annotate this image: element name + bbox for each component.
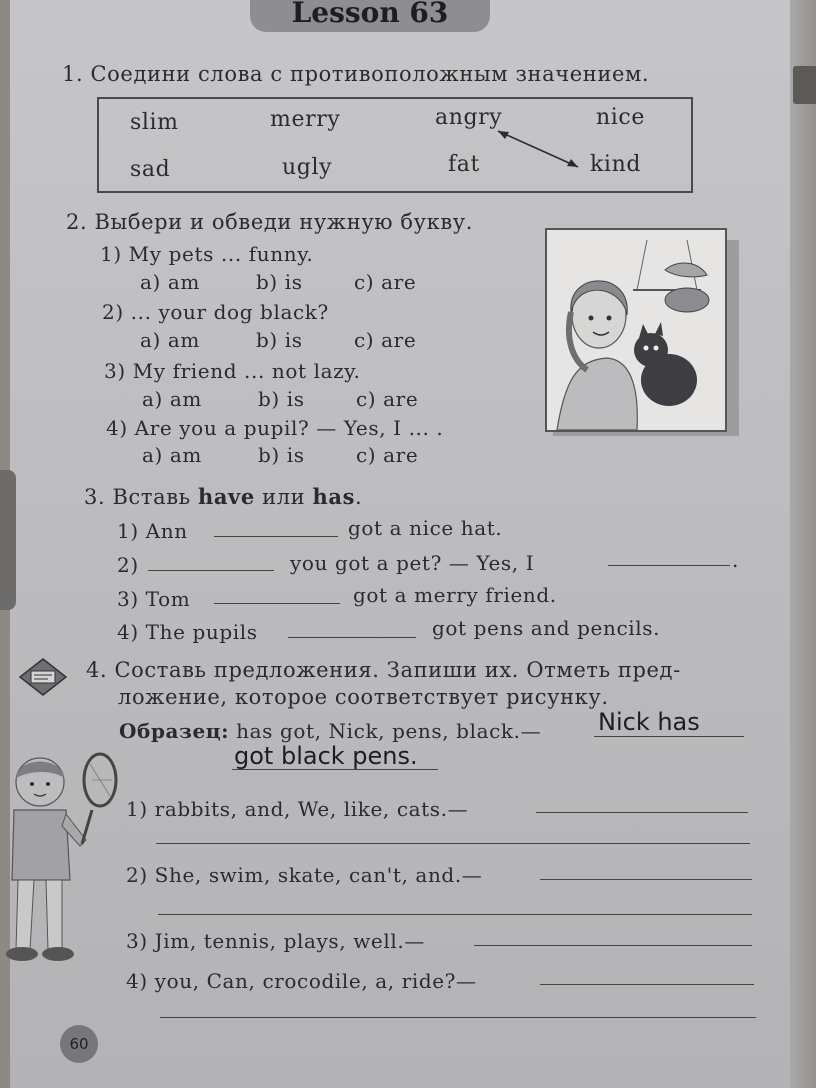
ex2-heading: 2. Выбери и обведи нужную букву.	[66, 210, 474, 234]
word-sad: sad	[130, 157, 171, 182]
ex4-item4: 4) you, Can, crocodile, a, ride?—	[126, 969, 477, 993]
ex3-heading-have: have	[197, 484, 255, 509]
ex3-heading-pre: 3. Вставь	[84, 485, 198, 509]
word-ugly: ugly	[282, 155, 333, 180]
ex3-item2-start: 2)	[117, 553, 139, 577]
ex4-item2-line1[interactable]	[540, 879, 752, 880]
ex4-sample-line1	[594, 736, 744, 737]
ex4-item1-line1[interactable]	[536, 812, 748, 813]
ex4-item2: 2) She, swim, skate, can't, and.—	[126, 863, 483, 887]
word-nice: nice	[596, 105, 645, 130]
ex2-q4-a: a) am	[142, 443, 202, 467]
ex3-item3-blank[interactable]	[214, 603, 340, 604]
ex2-q3-a: a) am	[142, 387, 202, 411]
ex4-item1-line2[interactable]	[156, 843, 750, 844]
ex4-item4-line1[interactable]	[540, 984, 754, 985]
ex3-item1-start: 1) Ann	[117, 519, 188, 543]
ex4-handwritten-line1: Nick has	[598, 708, 700, 736]
ex2-q2-b: b) is	[256, 328, 303, 352]
ex3-item3-end: got a merry friend.	[353, 583, 557, 607]
page-number: 60	[69, 1035, 89, 1053]
ex2-q1: 1) My pets ... funny.	[100, 242, 314, 266]
ex4-handwritten-line2: got black pens.	[234, 742, 418, 770]
ex4-item4-line2[interactable]	[160, 1017, 756, 1018]
ex2-q2-a: a) am	[140, 328, 200, 352]
next-page-edge	[790, 0, 816, 1088]
ex3-item2-middle: you got a pet? — Yes, I	[290, 551, 535, 575]
ex3-heading-mid: или	[254, 485, 313, 509]
ex2-q2: 2) ... your dog black?	[102, 300, 329, 324]
girl-with-pets-illustration	[545, 228, 727, 432]
ex1-heading: 1. Соедини слова с противоположным значением.	[62, 62, 650, 86]
ex4-item3-line[interactable]	[474, 945, 752, 946]
ex3-heading-has: has	[312, 484, 356, 509]
binding-shadow	[0, 470, 16, 610]
ex3-item4-end: got pens and pencils.	[432, 616, 661, 640]
word-merry: merry	[270, 107, 341, 132]
word-kind: kind	[590, 152, 642, 177]
ex2-q2-c: c) are	[354, 328, 417, 352]
lesson-title-tab	[250, 0, 490, 32]
ex3-item4-blank[interactable]	[288, 637, 416, 638]
ex3-item1-blank[interactable]	[214, 536, 338, 537]
ex4-heading-line2: ложение, которое соответствует рисунку.	[118, 685, 609, 709]
word-slim: slim	[130, 110, 179, 135]
ex4-sample-text: has got, Nick, pens, black.—	[236, 719, 542, 743]
ex4-sample	[119, 719, 541, 743]
word-angry: angry	[435, 105, 503, 130]
ex2-q4-c: c) are	[356, 443, 419, 467]
ex3-item2-end: .	[732, 548, 739, 572]
page-number-badge	[60, 1025, 98, 1063]
ex4-item2-line2[interactable]	[158, 914, 752, 915]
lesson-title: Lesson 63	[291, 0, 449, 29]
ex3-item4-start: 4) The pupils	[117, 620, 258, 644]
ex4-heading-line1: 4. Составь предложения. Запиши их. Отметь пред-	[86, 658, 681, 682]
boy-with-racket-illustration	[0, 750, 130, 965]
ex2-q4: 4) Are you a pupil? — Yes, I ... .	[106, 416, 444, 440]
ex3-item1-end: got a nice hat.	[348, 516, 503, 540]
ex2-q3-b: b) is	[258, 387, 305, 411]
writing-task-icon	[18, 657, 68, 697]
drawn-match-arrow	[490, 125, 590, 175]
ex2-q1-a: a) am	[140, 270, 200, 294]
ex3-item3-start: 3) Tom	[117, 587, 191, 611]
ex3-heading-post: .	[355, 485, 363, 509]
page-tab-marker	[793, 66, 816, 104]
ex2-q3-c: c) are	[356, 387, 419, 411]
ex4-item1: 1) rabbits, and, We, like, cats.—	[126, 797, 469, 821]
word-fat: fat	[448, 152, 480, 177]
ex3-item2-blank1[interactable]	[148, 570, 274, 571]
ex4-item3: 3) Jim, tennis, plays, well.—	[126, 929, 425, 953]
ex4-sample-label: Образец:	[119, 719, 230, 743]
ex2-q4-b: b) is	[258, 443, 305, 467]
ex2-q1-b: b) is	[256, 270, 303, 294]
ex3-heading	[84, 484, 362, 509]
ex3-item2-blank2[interactable]	[608, 565, 730, 566]
ex2-q3: 3) My friend ... not lazy.	[104, 359, 361, 383]
ex2-q1-c: c) are	[354, 270, 417, 294]
